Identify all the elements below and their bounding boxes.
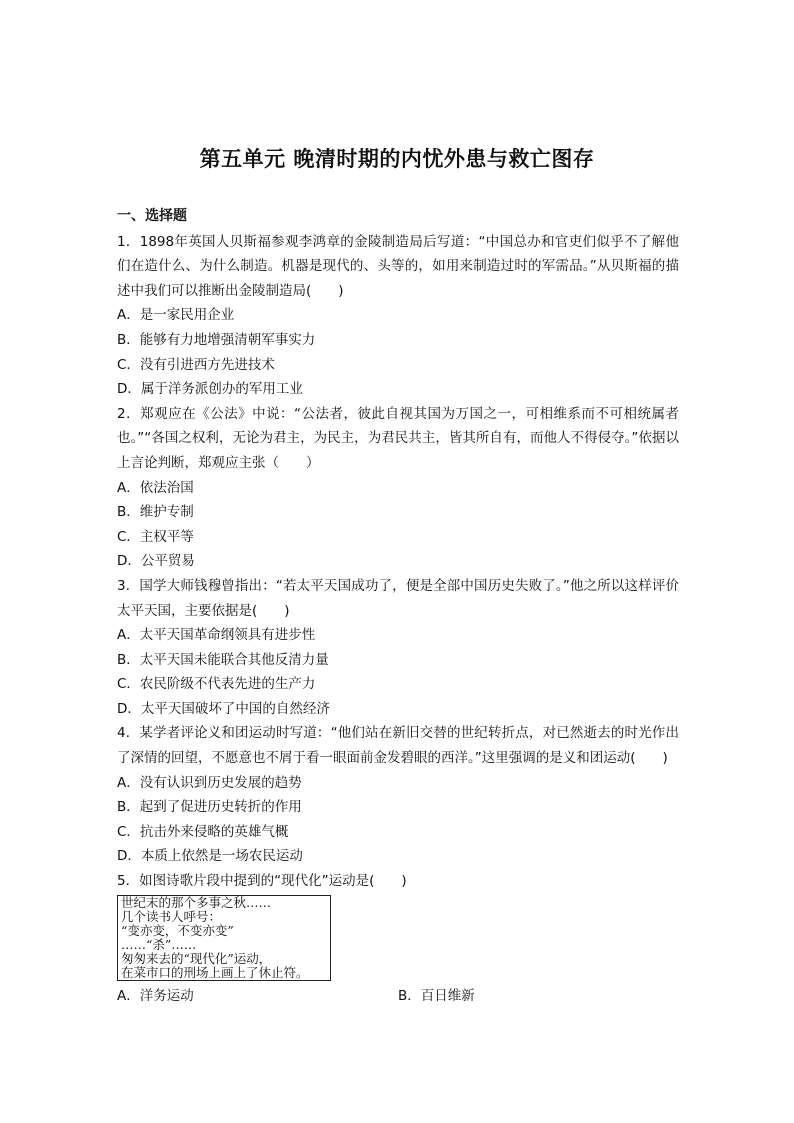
option-d: D．太平天国破坏了中国的自然经济: [117, 700, 330, 717]
question-text: 3．国学大师钱穆曾指出：“若太平天国成功了，便是全部中国历史失败了。”他之所以这样评价太平天国，主要依据是( ): [117, 577, 679, 619]
poem-line: “变亦变，不变亦变”: [121, 922, 234, 938]
page-title: 第五单元 晚清时期的内忧外患与救亡图存: [199, 146, 595, 171]
option-b: B．起到了促进历史转折的作用: [117, 799, 302, 816]
poem-line: 匆匆来去的“现代化”运动，: [121, 950, 272, 966]
poem-line: 几个读书人呼号：: [121, 908, 222, 924]
option-d: D．公平贸易: [117, 553, 195, 570]
option-c: C．抗击外来侵略的英雄气概: [117, 823, 289, 840]
question-text: 4．某学者评论义和团运动时写道：“他们站在新旧交替的世纪转折点，对已然逝去的时光作出了深情的回望，不愿意也不屑于看一眼面前金发碧眼的西洋。”这里强调的是义和团运动( ): [117, 725, 679, 767]
poem-line: ……“杀”……: [121, 936, 197, 952]
poem-line: 世纪末的那个多事之秋……: [121, 894, 272, 910]
option-a: A．依法治国: [117, 479, 194, 496]
question-text: 5．如图诗歌片段中提到的“现代化”运动是( ): [117, 873, 407, 890]
question-5: [117, 869, 679, 1008]
question-text: 1．1898年英国人贝斯福参观李鸿章的金陵制造局后写道：“中国总办和官吏们似乎不了解他们在造什么、为什么制造。机器是现代的、头等的，如用来制造过时的军需品。”从贝斯福的描述中我们可以推断出金陵制造局( ): [117, 233, 679, 299]
option-b: B．维护专制: [117, 504, 194, 521]
option-d: D．本质上依然是一场农民运动: [117, 848, 303, 865]
question-4: [117, 721, 679, 869]
option-b: B．能够有力地增强清朝军事实力: [117, 331, 316, 348]
option-c: C．农民阶级不代表先进的生产力: [117, 676, 316, 693]
option-a: A．是一家民用企业: [117, 307, 235, 324]
option-a: A．洋务运动: [117, 987, 194, 1004]
question-2: [117, 402, 679, 574]
option-a: A．太平天国革命纲领具有进步性: [117, 627, 316, 644]
question-1: [117, 230, 679, 402]
options-row: [117, 984, 679, 1009]
option-b: B．百日维新: [398, 987, 475, 1004]
poem-line: 在菜市口的刑场上画上了休止符。: [121, 964, 309, 980]
option-b: B．太平天国未能联合其他反清力量: [117, 651, 329, 668]
option-a: A．没有认识到历史发展的趋势: [117, 774, 302, 791]
poem-excerpt-box: [117, 895, 331, 981]
question-text: 2．郑观应在《公法》中说：“公法者，彼此自视其国为万国之一，可相维系而不可相统属者也。”“各国之权利，无论为君主，为民主，为君民共主，皆其所自有，而他人不得侵夺。”依据以上言论判断，郑观应主张（ ）: [117, 405, 679, 471]
question-list: [117, 204, 679, 1008]
option-c: C．主权平等: [117, 528, 194, 545]
option-c: C．没有引进西方先进技术: [117, 356, 275, 373]
option-d: D．属于洋务派创办的军用工业: [117, 381, 303, 398]
section-heading: 一、选择题: [117, 208, 187, 224]
question-3: [117, 574, 679, 722]
